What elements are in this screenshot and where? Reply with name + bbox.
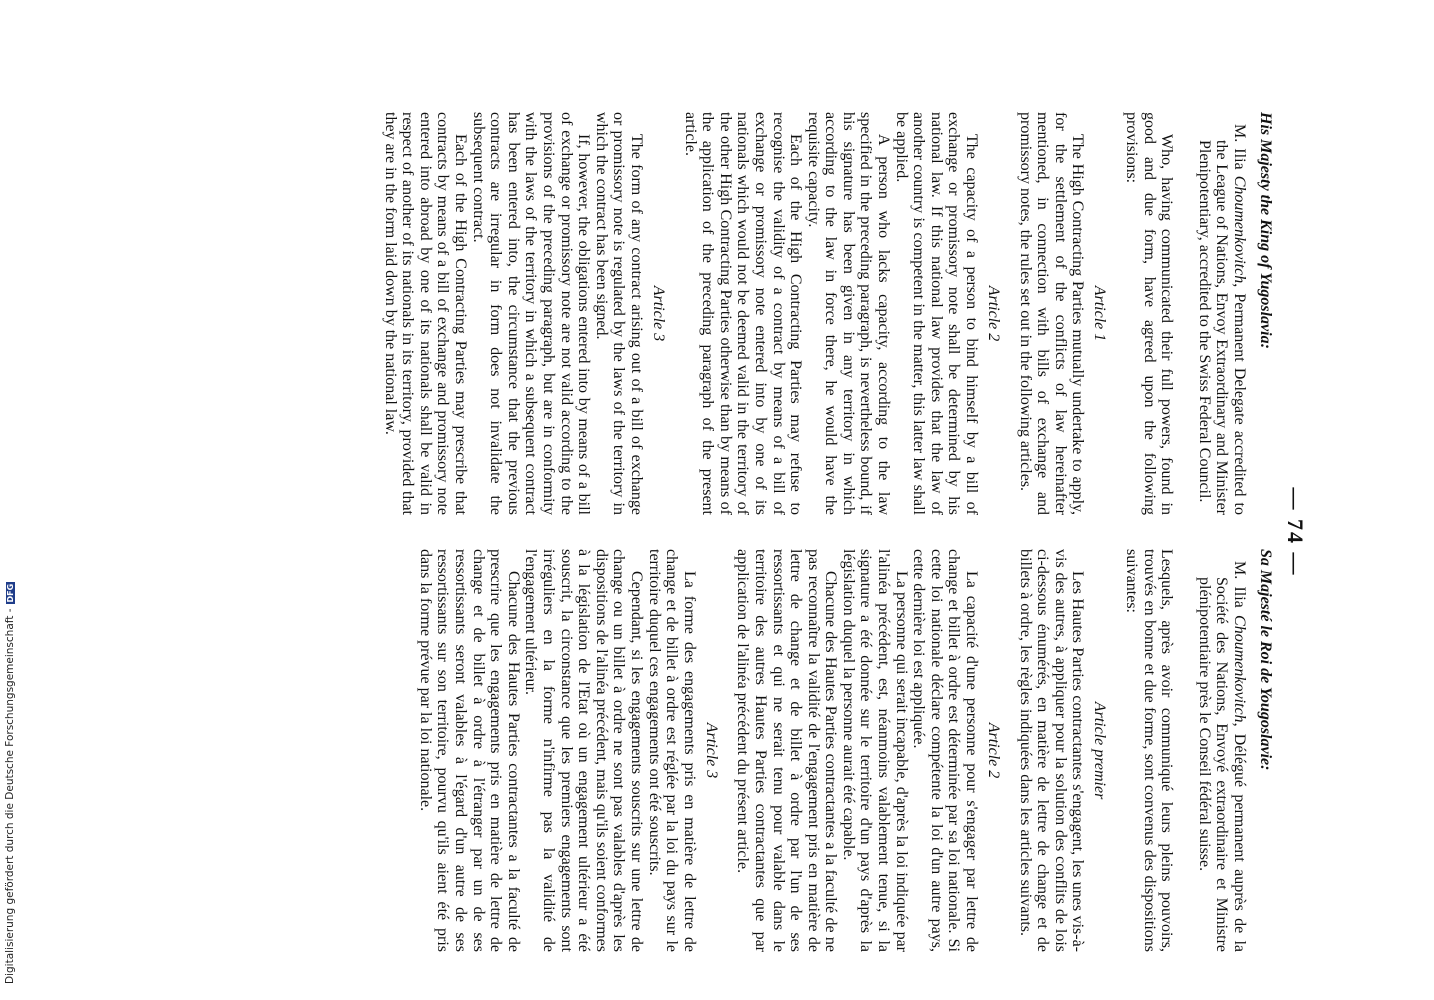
english-article-3-p2: If, however, the obligations entered into by means of a bill of exchange or promissory note are not valid according to the provisions of the preceding paragraph, but are in conformity with the laws of the territory in which a subsequent contract has been entered into, the circumstance that the previous contracts are irregular in form does not invalidate the subsequent contract. [469,112,593,515]
french-sovereign: Sa Majesté le Roi de Yougoslavie: [1257,549,1274,771]
english-article-3-p1: The form of any contract arising out of a bill of exchange or promissory note is regulated by the laws of the territory in which the contract has been signed. [592,112,645,515]
english-delegate-name: Choumenkovitch [1231,175,1248,284]
english-article-1-title: Article 1 [1091,285,1109,342]
english-delegate [1195,112,1248,515]
french-delegate-rest: , Délégué permanent auprès de la Société des Nations, Envoyé extraordinaire et Ministre plénipotentiaire près le Conseil fédéral suisse. [1195,577,1248,953]
english-sovereign: His Majesty the King of Yugoslavia: [1257,112,1274,349]
french-article-1-p1: Les Hautes Parties contractantes s'engagent, les unes vis-à-vis des autres, à appliquer pour la solution des conflits de lois ci-dessous énumérés, en matière de lettre de change et de billets à ordre, les règles indiquées dans les articles suivants. [1016,549,1087,952]
french-article-3-p2: Cependant, si les engagements souscrits sur une lettre de change ou un billet à ordre ne sont pas valables d'après les dispositions de l'alinéa précédent, mais qu'ils soient conformes à la législation de l'Etat où un engagement ultérieur a été souscrit, la circonstance que les premiers engagements sont irréguliers en la forme n'infirme pas la validité de l'engagement ultérieur. [522,549,645,952]
french-preamble: Lesquels, après avoir communiqué leurs pleins pouvoirs, trouvés en bonne et due forme, sont convenus des dispositions suivantes: [1123,549,1176,952]
english-article-3-p3: Each of the High Contracting Parties may prescribe that contracts by means of a bill of exchange and promissory note entered into abroad by one of its nationals shall be valid in respect of another of its nationals in its territory, provided that they are in the form laid down by the national law. [381,112,470,515]
french-article-2-p2: La personne qui serait incapable, d'après la loi indiquée par l'alinéa précédent, est, néanmoins valablement tenue, si la signature a été donnée sur le territoire d'un pays d'après la législation duquel la personne aurait été capable. [839,549,910,952]
text-columns [381,112,1274,952]
french-article-2-p3: Chacune des Hautes Parties contractantes a la faculté de ne pas reconnaître la validité de l'engagement pris en matière de lettre de change et de billet à ordre par l'un de ses ressortissants et qui ne serait tenu pour valable dans le territoire des autres Hautes Parties contractantes que par application de l'alinéa précédent du présent article. [734,549,840,952]
french-article-2-p1: La capacité d'une personne pour s'engager par lettre de change et billet à ordre est déterminée par sa loi nationale. Si cette loi nationale déclare compétente la loi d'un autre pays, cette dernière loi est appliquée. [910,549,981,952]
english-article-1-p1: The High Contracting Parties mutually undertake to apply, for the settlement of the conflicts of law hereinafter mentioned, in connection with bills of exchange and promissory notes, the rules set out in the following articles. [1016,112,1087,515]
english-article-2-p1: The capacity of a person to bind himself by a bill of exchange or promissory note shall be determined by his national law. If this national law provides that the law of another country is competent in the matter, this latter law shall be applied. [892,112,981,515]
french-article-3-p3: Chacune des Hautes Parties contractantes a la faculté de prescrire que les engagements pris en matière de lettre de change et de billet à ordre à l'étranger par un de ses ressortissants seront valables à l'égard d'un autre de ses ressortissants sur son territoire, pourvu qu'ils aient été pris dans la forme prévue par la loi nationale. [416,549,522,952]
digitization-footer [4,583,18,994]
french-delegate [1195,549,1248,952]
english-article-2-p3: Each of the High Contracting Parties may refuse to recognise the validity of a contract by means of a bill of exchange or promissory note entered into by one of its nationals which would not be deemed valid in the territory of the other High Contracting Parties otherwise than by means of the application of the preceding paragraph of the present article. [681,112,805,515]
english-column [381,112,1274,515]
french-column [381,549,1274,952]
page-number: — 74 — [1283,487,1308,577]
french-delegate-prefix: M. Ilia [1231,561,1248,616]
english-article-2-title: Article 2 [985,285,1003,342]
english-delegate-rest: , Permanent Delegate accredited to the League of Nations, Envoy Extraordinary and Minister Plenipotentiary, accredited to the Swiss Federal Council. [1195,140,1248,515]
french-article-2-title: Article 2 [985,722,1003,779]
french-delegate-name: Choumenkovitch [1231,615,1248,723]
dfg-logo: DFG [5,583,15,603]
french-article-3-title: Article 3 [702,722,720,779]
footer-text: Digitalisierung gefördert durch die Deutsche Forschungsgemeinschaft - [4,608,16,984]
english-article-2-p2: A person who lacks capacity, according to the law specified in the preceding paragraph, is nevertheless bound, if his signature has been given in any territory in which according to the law in force there, he would have the requisite capacity. [804,112,893,515]
english-article-3-title: Article 3 [649,285,667,342]
english-delegate-prefix: M. Ilia [1231,124,1248,176]
french-article-3-p1: La forme des engagements pris en matière de lettre de change et de billet à ordre est réglée par la loi du pays sur le territoire duquel ces engagements ont été souscrits. [645,549,698,952]
english-preamble: Who, having communicated their full powers, found in good and due form, have agreed upon the following provisions: [1123,112,1176,515]
french-article-1-title: Article premier [1091,701,1109,800]
